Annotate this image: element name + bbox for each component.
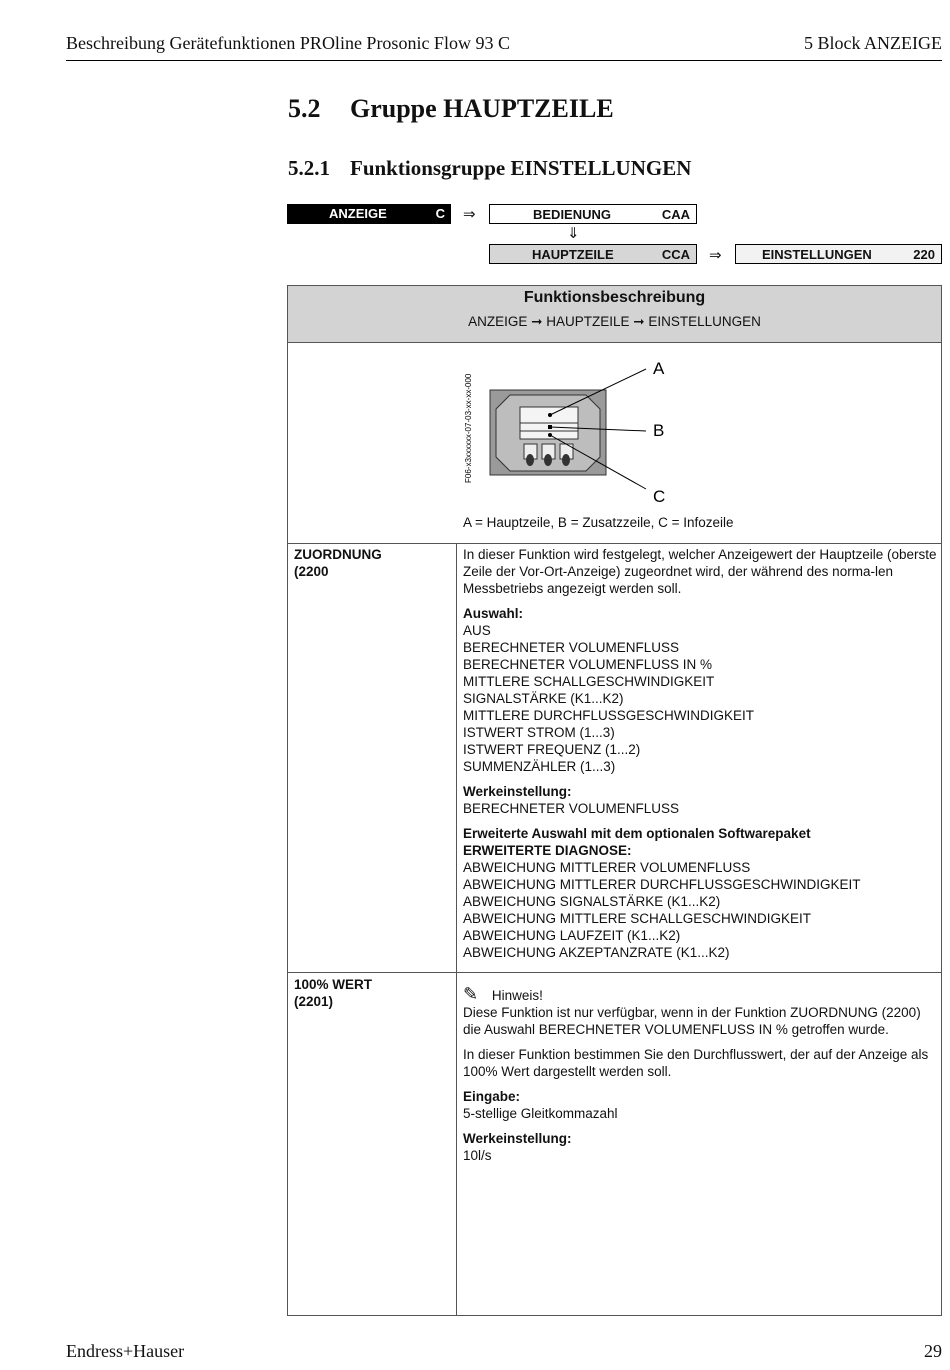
table-title: Funktionsbeschreibung — [523, 289, 706, 306]
function-description-zuordnung — [463, 546, 937, 969]
list-item: ABWEICHUNG MITTLERE SCHALLGESCHWINDIGKEIT — [463, 911, 812, 926]
function-description-100-wert — [463, 986, 937, 1172]
input-block — [463, 1088, 937, 1122]
list-item: ABWEICHUNG AKZEPTANZRATE (K1...K2) — [463, 945, 730, 960]
nav-code: C — [435, 206, 445, 221]
display-diagram — [288, 343, 941, 513]
list-item: SIGNALSTÄRKE (K1...K2) — [463, 691, 624, 706]
description-text: In dieser Funktion wird festgelegt, welcher Anzeigewert der Hauptzeile (oberste Zeile der Vor-Ort-Anzeige) zugeordnet wird, der während des norma-len Messbetriebs angezeigt werden soll. — [463, 547, 937, 596]
pencil-icon: ✎ — [463, 984, 479, 1004]
arrow-right-icon: ⇒ — [463, 206, 476, 223]
table-path — [288, 314, 941, 330]
default-block — [463, 783, 937, 817]
list-item: ABWEICHUNG SIGNALSTÄRKE (K1...K2) — [463, 894, 721, 909]
diagram-row — [288, 343, 941, 544]
nav-label: BEDIENUNG — [533, 207, 612, 222]
section-title: Gruppe HAUPTZEILE — [350, 94, 614, 123]
diagram-caption: A = Hauptzeile, B = Zusatzzeile, C = Infozeile — [463, 515, 734, 530]
input-label: Eingabe: — [463, 1089, 521, 1104]
nav-code: CCA — [661, 247, 690, 262]
default-value: 10l/s — [463, 1148, 492, 1163]
footer-brand: Endress+Hauser — [66, 1341, 185, 1361]
extended-label: Erweiterte Auswahl mit dem optionalen Softwarepaket — [463, 826, 811, 841]
header-document-title: Beschreibung Gerätefunktionen PROline Prosonic Flow 93 C — [66, 33, 510, 53]
nav-box-anzeige — [287, 204, 451, 224]
nav-box-hauptzeile — [489, 244, 697, 264]
list-item: AUS — [463, 623, 491, 638]
subsection-number: 5.2.1 — [288, 156, 330, 180]
list-item: MITTLERE SCHALLGESCHWINDIGKEIT — [463, 674, 715, 689]
page-header — [66, 30, 942, 61]
list-item: ABWEICHUNG LAUFZEIT (K1...K2) — [463, 928, 681, 943]
default-label: Werkeinstellung: — [463, 1131, 572, 1146]
nav-code: 220 — [913, 247, 935, 262]
path-arrow-icon: ➞ — [531, 314, 543, 329]
list-item: ABWEICHUNG MITTLERER VOLUMENFLUSS — [463, 860, 751, 875]
diagram-image-id: F06-x3xxxxxx-07-03-xx-xx-000 — [464, 373, 473, 483]
extended-label: ERWEITERTE DIAGNOSE: — [463, 843, 632, 858]
input-value: 5-stellige Gleitkommazahl — [463, 1106, 618, 1121]
subsection-title: Funktionsgruppe EINSTELLUNGEN — [350, 156, 692, 180]
section-heading — [288, 94, 614, 124]
list-item: SUMMENZÄHLER (1...3) — [463, 759, 616, 774]
arrow-right-icon: ⇒ — [709, 247, 722, 264]
label-c: C — [653, 487, 666, 506]
nav-label: EINSTELLUNGEN — [762, 247, 872, 262]
column-divider — [456, 544, 457, 1316]
arrow-down-icon: ⇓ — [567, 225, 580, 242]
selection-label: Auswahl: — [463, 606, 524, 621]
nav-label: ANZEIGE — [329, 206, 387, 221]
hint-block — [463, 986, 937, 1038]
label-a: A — [653, 359, 665, 378]
extended-selection-block — [463, 825, 937, 961]
default-block — [463, 1130, 937, 1164]
section-number: 5.2 — [288, 94, 321, 123]
path-item: EINSTELLUNGEN — [648, 314, 761, 329]
default-value: BERECHNETER VOLUMENFLUSS — [463, 801, 680, 816]
list-item: ISTWERT STROM (1...3) — [463, 725, 615, 740]
function-name-100-wert: 100% WERT (2201) — [294, 977, 373, 1009]
list-item: MITTLERE DURCHFLUSSGESCHWINDIGKEIT — [463, 708, 755, 723]
selection-block — [463, 605, 937, 775]
list-item: BERECHNETER VOLUMENFLUSS IN % — [463, 657, 713, 672]
function-name-zuordnung: ZUORDNUNG (2200 — [294, 547, 382, 579]
label-b: B — [653, 421, 665, 440]
path-arrow-icon: ➞ — [633, 314, 645, 329]
list-item: ABWEICHUNG MITTLERER DURCHFLUSSGESCHWINDIGKEIT — [463, 877, 861, 892]
description-text: In dieser Funktion bestimmen Sie den Durchflusswert, der auf der Anzeige als 100% Wert dargestellt werden soll. — [463, 1047, 929, 1079]
nav-label: HAUPTZEILE — [532, 247, 614, 262]
list-item: BERECHNETER VOLUMENFLUSS — [463, 640, 680, 655]
nav-box-bedienung — [489, 204, 697, 224]
function-table — [287, 285, 942, 1316]
default-label: Werkeinstellung: — [463, 784, 572, 799]
footer-page-number: 29 — [924, 1341, 942, 1361]
nav-box-einstellungen — [735, 244, 942, 264]
row-divider — [288, 972, 941, 973]
list-item: ISTWERT FREQUENZ (1...2) — [463, 742, 641, 757]
header-chapter: 5 Block ANZEIGE — [804, 33, 942, 53]
path-item: HAUPTZEILE — [546, 314, 630, 329]
subsection-heading — [288, 156, 691, 181]
path-item: ANZEIGE — [468, 314, 528, 329]
nav-code: CAA — [661, 207, 690, 222]
hint-label: Hinweis! — [491, 988, 543, 1003]
hint-text: Diese Funktion ist nur verfügbar, wenn in der Funktion ZUORDNUNG (2200) die Auswahl BERECHNETER VOLUMENFLUSS IN % getroffen wurde. — [463, 1005, 921, 1037]
table-header — [288, 286, 941, 343]
